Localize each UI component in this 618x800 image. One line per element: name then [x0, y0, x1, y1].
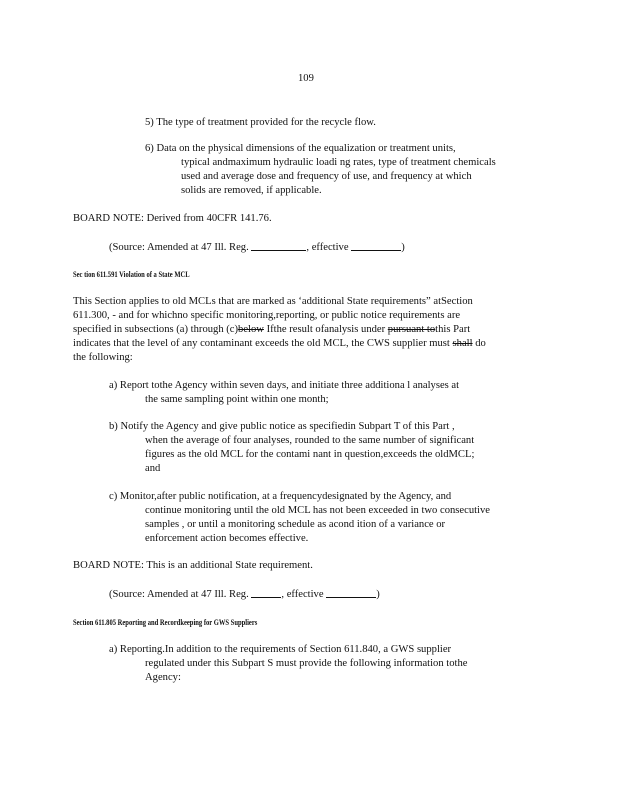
section-1-para-line3: specified in subsections (a) through (c)below Ifthe result ofanalysis under pursuant tothis Part [73, 324, 471, 335]
list-item-b-line3: figures as the old MCL for the contami nant in question,exceeds the oldMCL; [145, 449, 475, 460]
list-item-a-line1: a) Report tothe Agency within seven days, and initiate three additiona l analyses at [109, 380, 460, 391]
source-note-1: (Source: Amended at 47 Ill. Reg. , effective ) [109, 242, 405, 253]
section-2-item-a-line1: a) Reporting.In addition to the requirements of Section 611.840, a GWS supplier [109, 644, 452, 655]
list-item-b-line1: b) Notify the Agency and give public notice as specifiedin Subpart T of this Part , [109, 421, 455, 432]
list-item-b-line2: when the average of four analyses, rounded to the same number of significant [145, 435, 475, 446]
list-item-b-line4: and [145, 463, 161, 474]
board-note-1: BOARD NOTE: Derived from 40CFR 141.76. [73, 213, 272, 224]
struck-text-pursuant-to: pursuant to [387, 324, 436, 335]
board-note-2: BOARD NOTE: This is an additional State requirement. [73, 560, 313, 571]
section-heading-611-591: Sec tion 611.591 Violation of a State MCL [73, 270, 190, 279]
list-item-6-line2: typical andmaximum hydraulic loadi ng rates, type of treatment chemicals [181, 157, 496, 168]
list-item-6-line4: solids are removed, if applicable. [181, 185, 322, 196]
section-1-para-line5: the following: [73, 352, 133, 363]
source-note-2: (Source: Amended at 47 Ill. Reg. , effective ) [109, 589, 380, 600]
list-item-c-line1: c) Monitor,after public notification, at a frequencydesignated by the Agency, and [109, 491, 452, 502]
list-item-a-line2: the same sampling point within one month; [145, 394, 329, 405]
list-item-6-line1: 6) Data on the physical dimensions of the equalization or treatment units, [145, 143, 456, 154]
text-this-part: this Part [435, 324, 471, 335]
section-1-para-line1: This Section applies to old MCLs that are marked as ‘additional State requirements” atSection [73, 296, 473, 307]
section-heading-611-805: Section 611.805 Reporting and Recordkeeping for GWS Suppliers [73, 618, 258, 627]
list-item-c-line3: samples , or until a monitoring schedule as acond ition of a variance or [145, 519, 446, 530]
section-2-item-a-line2: regulated under this Subpart S must provide the following information tothe [145, 658, 468, 669]
section-1-para-line2: 611.300, - and for whichno specific monitoring,reporting, or public notice requirements are [73, 310, 461, 321]
list-item-c-line2: continue monitoring until the old MCL has not been exceeded in two consecutive [145, 505, 491, 516]
section-1-para-line4: indicates that the level of any contaminant exceeds the old MCL, the CWS supplier must shall do [73, 338, 486, 349]
page-number: 109 [298, 73, 314, 84]
list-item-5: 5) The type of treatment provided for the recycle flow. [145, 117, 376, 128]
list-item-6-line3: used and average dose and frequency of use, and frequency at which [181, 171, 472, 182]
section-2-item-a-line3: Agency: [145, 672, 181, 683]
list-item-c-line4: enforcement action becomes effective. [145, 533, 309, 544]
